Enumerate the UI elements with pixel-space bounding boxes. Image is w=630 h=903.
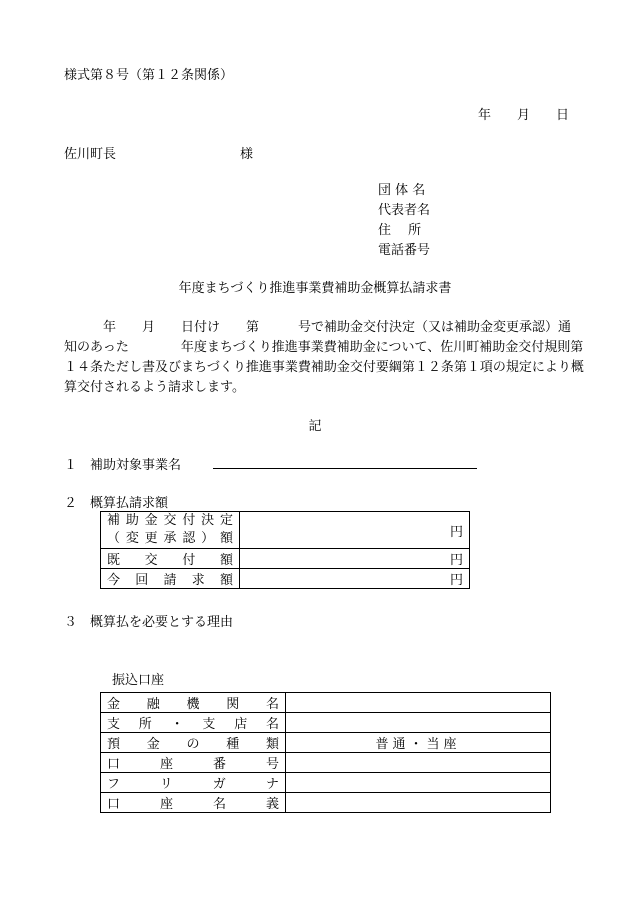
- item3-label: ３ 概算払を必要とする理由: [64, 615, 234, 630]
- amount-label-paid: 既交付額: [101, 549, 240, 569]
- body-text: [64, 318, 584, 398]
- body-line-1: 年 月 日付け 第 号で補助金交付決定（又は補助金変更承認）通: [64, 320, 572, 335]
- amount-label-decision-line1: 補助金交付決定: [107, 513, 233, 528]
- amount-label-decision-line2: （変更承認）額: [107, 531, 233, 546]
- addressee-honorific: 様: [240, 147, 254, 162]
- bank-table: [100, 692, 551, 813]
- item2-label: ２ 概算払請求額: [64, 496, 169, 511]
- date-month: 月: [517, 108, 531, 123]
- applicant-block: [378, 181, 430, 261]
- representative-label: 代表者名: [378, 203, 431, 218]
- addressee: [64, 143, 254, 162]
- amount-label-request: 今回請求額: [101, 569, 240, 589]
- bank-label-account-number: 口座番号: [101, 753, 286, 773]
- bank-label-furigana: フリガナ: [101, 773, 286, 793]
- date-line: [478, 104, 569, 123]
- date-day: 日: [556, 108, 570, 123]
- bank-label-branch: 支所・支店名: [101, 713, 286, 733]
- ki-marker: 記: [308, 419, 322, 434]
- date-year: 年: [478, 108, 492, 123]
- bank-label-account-holder: 口座名義: [101, 793, 286, 813]
- bank-account-title: 振込口座: [112, 673, 165, 688]
- bank-row: [101, 773, 551, 793]
- bank-row: [101, 713, 551, 733]
- bank-value-institution[interactable]: [286, 693, 551, 713]
- address-label: 住 所: [378, 223, 422, 238]
- bank-label-deposit-type: 預金の種類: [101, 733, 286, 753]
- amount-value-request[interactable]: 円: [240, 569, 470, 589]
- bank-value-account-number[interactable]: [286, 753, 551, 773]
- form-number: 様式第８号（第１２条関係）: [64, 68, 234, 83]
- bank-row: [101, 793, 551, 813]
- bank-row: [101, 733, 551, 753]
- addressee-name: 佐川町長: [64, 147, 117, 162]
- group-name-label: 団 体 名: [378, 183, 426, 198]
- body-line-3: １４条ただし書及びまちづくり推進事業費補助金交付要綱第１２条第１項の規定により概: [64, 360, 584, 375]
- bank-value-branch[interactable]: [286, 713, 551, 733]
- body-line-4: 算交付されるよう請求します。: [64, 380, 245, 395]
- bank-row: [101, 693, 551, 713]
- bank-label-institution: 金融機関名: [101, 693, 286, 713]
- amount-value-paid[interactable]: 円: [240, 549, 470, 569]
- item1-label: １ 補助対象事業名: [64, 458, 182, 473]
- body-line-2: 知のあった 年度まちづくり推進事業費補助金について、佐川町補助金交付規則第: [64, 340, 584, 355]
- amount-table: [100, 511, 470, 589]
- bank-value-deposit-type[interactable]: 普通・当座: [286, 733, 551, 753]
- amount-row-decision: [101, 512, 470, 549]
- item1-underline: [213, 468, 477, 469]
- document-title: 年度まちづくり推進事業費補助金概算払請求書: [178, 281, 452, 296]
- bank-value-account-holder[interactable]: [286, 793, 551, 813]
- amount-row-request: [101, 569, 470, 589]
- amount-label-decision: [101, 512, 240, 549]
- amount-row-paid: [101, 549, 470, 569]
- bank-row: [101, 753, 551, 773]
- amount-value-decision[interactable]: 円: [240, 512, 470, 549]
- phone-label: 電話番号: [378, 243, 431, 258]
- bank-value-furigana[interactable]: [286, 773, 551, 793]
